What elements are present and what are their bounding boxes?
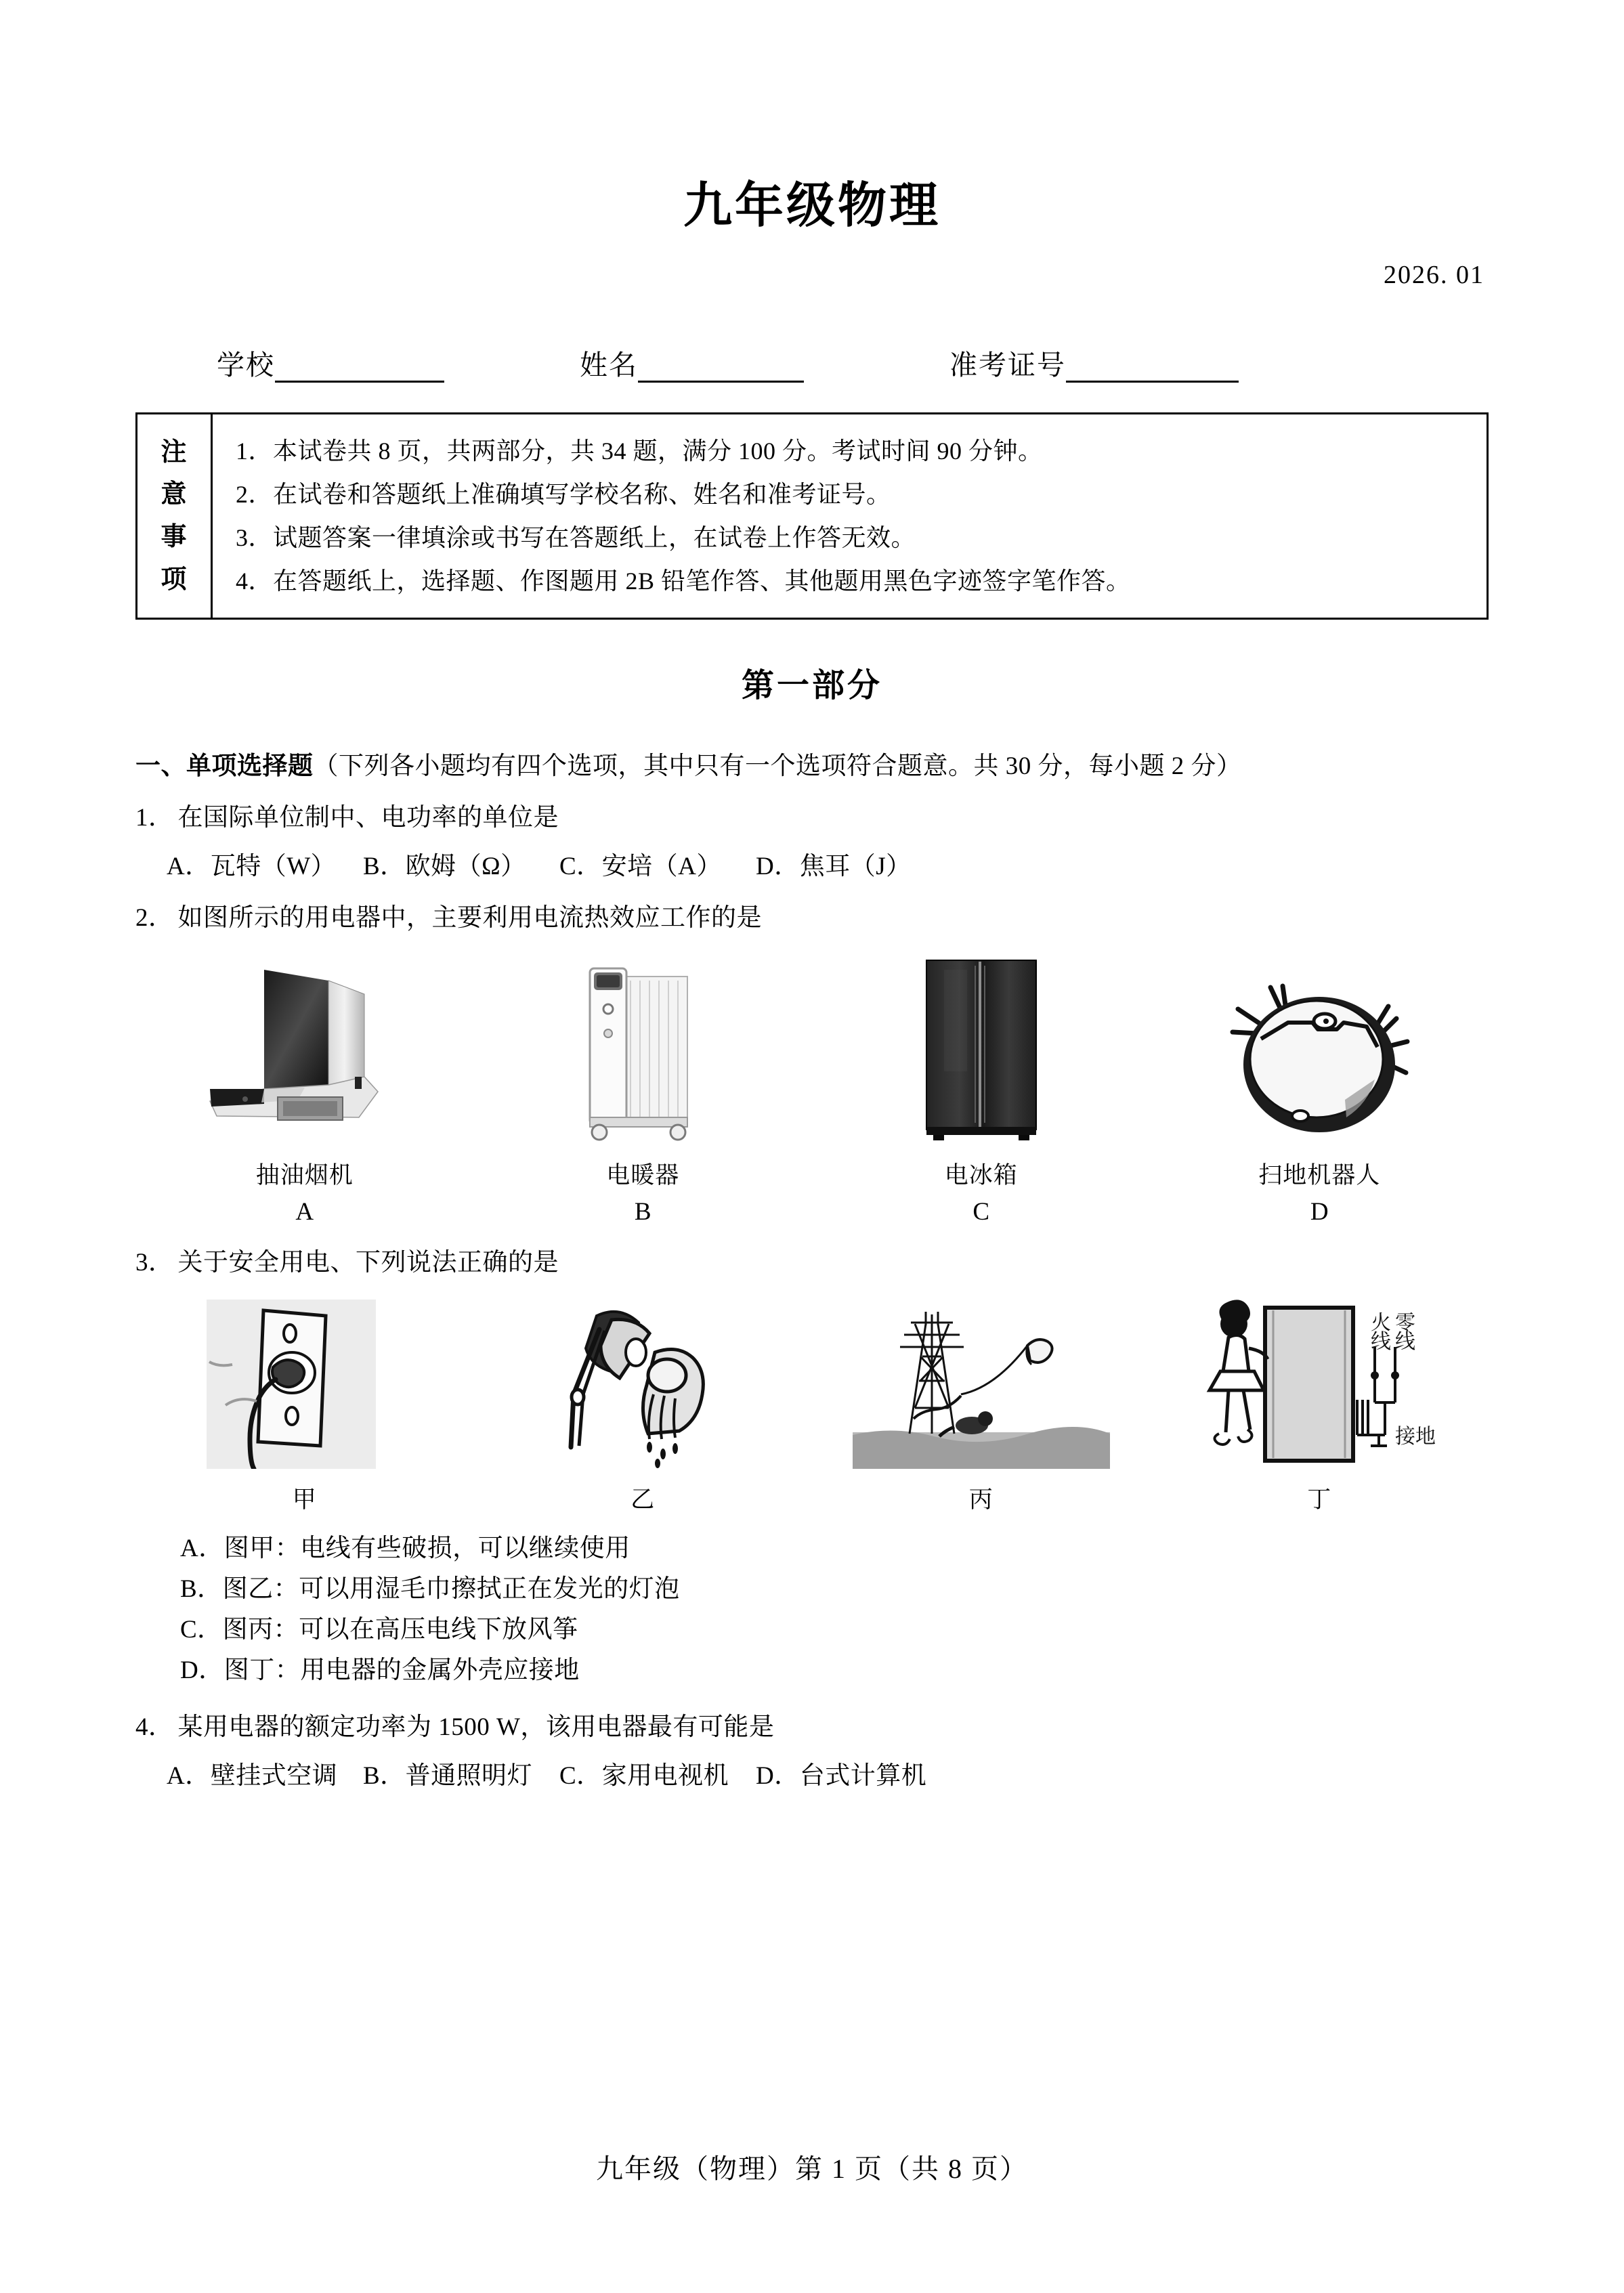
figure-ding [1160, 1293, 1478, 1515]
question-1-text: 在国际单位制中、电功率的单位是 [177, 804, 559, 832]
option-b[interactable]: B．欧姆（Ω） [363, 853, 526, 881]
option-c[interactable]: C．安培（A） [559, 853, 722, 881]
range-hood-icon [196, 943, 413, 1146]
figure-caption: 扫地机器人 [1258, 1162, 1381, 1189]
notice-label-char-3: 事 [161, 523, 188, 552]
name-field [580, 343, 804, 383]
refrigerator-icon [903, 943, 1059, 1146]
question-2-number: 2． [135, 904, 174, 933]
wet-cloth-lamp-icon [534, 1293, 751, 1469]
question-4-stem [135, 1706, 1489, 1742]
question-4-number: 4． [135, 1713, 174, 1742]
question-3-number: 3． [135, 1249, 174, 1277]
figure-caption: 丙 [968, 1486, 993, 1514]
figure-bing [822, 1293, 1140, 1515]
option-a[interactable]: A．瓦特（W） [167, 853, 337, 881]
figure-caption: 乙 [631, 1486, 656, 1514]
school-input-blank[interactable] [275, 353, 444, 383]
school-label: 学校 [217, 349, 275, 381]
question-3-stem [135, 1241, 1489, 1278]
figure-letter: B [634, 1198, 651, 1226]
section-instruction-text: （下列各小题均有四个选项，其中只有一个选项符合题意。共 30 分，每小题 2 分） [313, 752, 1242, 781]
part-heading: 第一部分 [741, 668, 882, 704]
notice-label-column [137, 414, 213, 618]
question-4-options [135, 1755, 1489, 1791]
figure-yi [484, 1293, 802, 1515]
option-c[interactable]: C．家用电视机 [559, 1762, 729, 1791]
figure-option-d [1170, 943, 1468, 1226]
school-field [217, 343, 444, 383]
question-2-stem [135, 897, 1489, 933]
name-label: 姓名 [580, 349, 638, 381]
option-d[interactable]: D．焦耳（J） [756, 853, 912, 881]
figure-caption: 丁 [1307, 1486, 1332, 1514]
option-b[interactable]: B．图乙：可以用湿毛巾擦拭正在发光的灯泡 [180, 1575, 680, 1604]
name-input-blank[interactable] [638, 353, 804, 383]
option-c[interactable]: C．图丙：可以在高压电线下放风筝 [180, 1616, 578, 1644]
robot-vacuum-icon [1218, 943, 1421, 1146]
ground-label: 接地 [1395, 1426, 1436, 1449]
damaged-plug-socket-icon [193, 1293, 416, 1469]
question-3-options [135, 1528, 1489, 1691]
notice-label-char-4: 项 [161, 565, 188, 594]
question-2-figures [135, 943, 1489, 1226]
figure-letter: D [1310, 1198, 1329, 1226]
figure-letter: C [973, 1198, 990, 1226]
grounded-appliance-icon [1184, 1293, 1455, 1469]
page-title: 九年级物理 [683, 179, 941, 233]
notice-item: 3．试题答案一律填涂或书写在答题纸上，在试卷上作答无效。 [236, 524, 916, 552]
exam-id-input-blank[interactable] [1066, 353, 1239, 383]
question-3-figures [135, 1293, 1489, 1515]
option-a[interactable]: A．壁挂式空调 [167, 1762, 338, 1791]
figure-caption: 抽油烟机 [255, 1162, 354, 1189]
question-2-text: 如图所示的用电器中，主要利用电流热效应工作的是 [177, 904, 762, 933]
question-4-text: 某用电器的额定功率为 1500 W，该用电器最有可能是 [177, 1713, 775, 1742]
figure-caption: 电冰箱 [944, 1162, 1018, 1189]
option-a[interactable]: A．图甲：电线有些破损，可以继续使用 [180, 1535, 631, 1563]
figure-option-c [832, 943, 1130, 1226]
option-d[interactable]: D．图丁：用电器的金属外壳应接地 [180, 1656, 580, 1685]
section-instruction [135, 745, 1489, 781]
figure-option-a [156, 943, 454, 1226]
kite-power-line-icon [853, 1293, 1110, 1469]
page-footer: 九年级（物理）第 1 页（共 8 页） [596, 2153, 1028, 2184]
live-wire-label: 火 [1371, 1312, 1392, 1335]
svg-text:线: 线 [1371, 1331, 1392, 1354]
svg-text:线: 线 [1395, 1331, 1416, 1354]
student-info-row [135, 343, 1489, 383]
exam-date: 2026. 01 [1384, 261, 1484, 289]
figure-caption: 电暖器 [606, 1162, 680, 1189]
section-heading: 一、单项选择题 [135, 752, 314, 781]
exam-id-label: 准考证号 [949, 349, 1066, 381]
notice-item: 2．在试卷和答题纸上准确填写学校名称、姓名和准考证号。 [236, 481, 891, 509]
figure-option-b [494, 943, 792, 1226]
exam-id-field [949, 343, 1239, 383]
neutral-wire-label: 零 [1395, 1312, 1416, 1335]
figure-caption: 甲 [292, 1486, 317, 1514]
notice-box [135, 412, 1489, 620]
figure-letter: A [295, 1198, 314, 1226]
oil-heater-icon [555, 943, 731, 1146]
notice-label-char-2: 意 [161, 480, 188, 509]
question-1-stem [135, 796, 1489, 833]
notice-item: 4．在答题纸上，选择题、作图题用 2B 铅笔作答、其他题用黑色字迹签字笔作答。 [236, 567, 1131, 595]
question-1-number: 1． [135, 804, 174, 832]
notice-items [213, 414, 1487, 618]
figure-jia [146, 1293, 464, 1515]
option-b[interactable]: B．普通照明灯 [363, 1762, 533, 1791]
question-1-options [135, 845, 1489, 882]
option-d[interactable]: D．台式计算机 [756, 1762, 927, 1791]
notice-label-char-1: 注 [161, 437, 188, 467]
question-3-text: 关于安全用电、下列说法正确的是 [177, 1249, 559, 1277]
notice-item: 1．本试卷共 8 页，共两部分，共 34 题，满分 100 分。考试时间 90 分钟。 [236, 437, 1043, 465]
